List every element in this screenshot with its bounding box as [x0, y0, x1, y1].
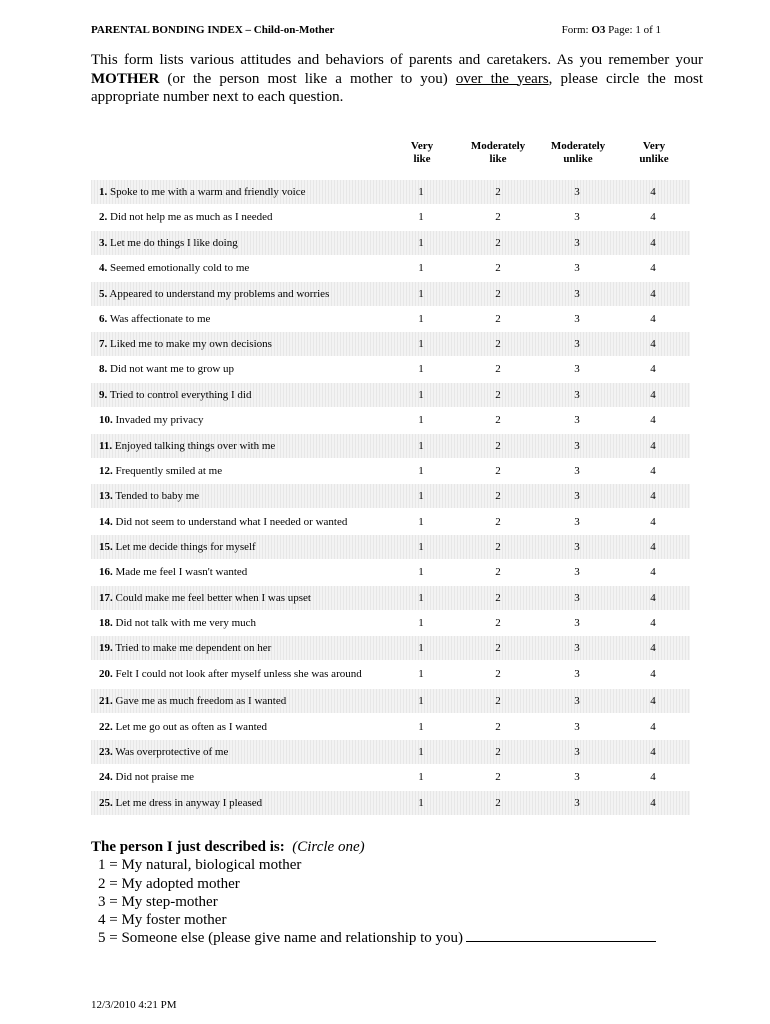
- option-moderately-like[interactable]: 2: [495, 797, 501, 809]
- option-moderately-unlike[interactable]: 3: [574, 363, 580, 375]
- option-moderately-unlike[interactable]: 3: [574, 440, 580, 452]
- option-moderately-like[interactable]: 2: [495, 592, 501, 604]
- question-row-3: [91, 231, 690, 255]
- option-moderately-like[interactable]: 2: [495, 490, 501, 502]
- option-moderately-like[interactable]: 2: [495, 414, 501, 426]
- question-text: 4. Seemed emotionally cold to me: [99, 262, 250, 274]
- option-very-like[interactable]: 1: [418, 695, 424, 707]
- question-text: 9. Tried to control everything I did: [99, 389, 252, 401]
- option-very-like[interactable]: 1: [418, 592, 424, 604]
- option-very-like[interactable]: 1: [418, 490, 424, 502]
- question-row-21: [91, 689, 690, 713]
- print-timestamp: 12/3/2010 4:21 PM: [91, 999, 177, 1011]
- question-row-16: [91, 560, 690, 584]
- option-moderately-like[interactable]: 2: [495, 516, 501, 528]
- question-row-12: [91, 459, 690, 483]
- relationship-blank-line[interactable]: [466, 929, 656, 942]
- option-moderately-like[interactable]: 2: [495, 668, 501, 680]
- person-option-foster-mother[interactable]: 4 = My foster mother: [98, 912, 227, 929]
- question-row-17: [91, 586, 690, 610]
- option-moderately-like[interactable]: 2: [495, 389, 501, 401]
- person-option-natural-mother[interactable]: 1 = My natural, biological mother: [98, 857, 302, 874]
- option-moderately-unlike[interactable]: 3: [574, 389, 580, 401]
- question-row-9: [91, 383, 690, 407]
- option-moderately-like[interactable]: 2: [495, 313, 501, 325]
- option-moderately-unlike[interactable]: 3: [574, 313, 580, 325]
- question-text: 24. Did not praise me: [99, 771, 195, 783]
- option-moderately-like[interactable]: 2: [495, 338, 501, 350]
- question-text: 12. Frequently smiled at me: [99, 465, 223, 477]
- column-header-very-unlike: Very unlike: [639, 140, 669, 165]
- option-very-like[interactable]: 1: [418, 746, 424, 758]
- option-very-unlike[interactable]: 4: [650, 490, 656, 502]
- question-text: 10. Invaded my privacy: [99, 414, 204, 426]
- option-moderately-like[interactable]: 2: [495, 541, 501, 553]
- option-very-like[interactable]: 1: [418, 313, 424, 325]
- option-very-like[interactable]: 1: [418, 617, 424, 629]
- option-moderately-unlike[interactable]: 3: [574, 566, 580, 578]
- option-very-unlike[interactable]: 4: [650, 695, 656, 707]
- option-very-like[interactable]: 1: [418, 642, 424, 654]
- question-row-1: [91, 180, 690, 204]
- form-title: PARENTAL BONDING INDEX – Child-on-Mother: [91, 24, 335, 36]
- option-very-like[interactable]: 1: [418, 211, 424, 223]
- option-very-unlike[interactable]: 4: [650, 338, 656, 350]
- over-the-years-emphasis: over the years: [455, 70, 549, 87]
- option-very-like[interactable]: 1: [418, 721, 424, 733]
- option-moderately-like[interactable]: 2: [495, 186, 501, 198]
- question-text: 5. Appeared to understand my problems and worries: [99, 288, 330, 300]
- option-moderately-like[interactable]: 2: [495, 771, 501, 783]
- question-row-25: [91, 791, 690, 815]
- question-row-22: [91, 715, 690, 739]
- option-moderately-like[interactable]: 2: [495, 465, 501, 477]
- option-moderately-unlike[interactable]: 3: [574, 237, 580, 249]
- question-row-24: [91, 765, 690, 789]
- option-very-unlike[interactable]: 4: [650, 465, 656, 477]
- option-very-unlike[interactable]: 4: [650, 313, 656, 325]
- option-very-like[interactable]: 1: [418, 389, 424, 401]
- option-moderately-like[interactable]: 2: [495, 617, 501, 629]
- option-very-like[interactable]: 1: [418, 516, 424, 528]
- question-text: 18. Did not talk with me very much: [99, 617, 257, 629]
- question-text: 13. Tended to baby me: [99, 490, 200, 502]
- question-row-10: [91, 408, 690, 432]
- person-option-step-mother[interactable]: 3 = My step-mother: [98, 893, 218, 910]
- option-very-like[interactable]: 1: [418, 541, 424, 553]
- option-very-unlike[interactable]: 4: [650, 746, 656, 758]
- option-very-unlike[interactable]: 4: [650, 211, 656, 223]
- question-text: 2. Did not help me as much as I needed: [99, 211, 273, 223]
- option-very-unlike[interactable]: 4: [650, 592, 656, 604]
- question-row-23: [91, 740, 690, 764]
- option-moderately-like[interactable]: 2: [495, 721, 501, 733]
- option-very-unlike[interactable]: 4: [650, 721, 656, 733]
- question-row-2: [91, 205, 690, 229]
- option-very-like[interactable]: 1: [418, 440, 424, 452]
- option-very-unlike[interactable]: 4: [650, 771, 656, 783]
- option-moderately-like[interactable]: 2: [495, 440, 501, 452]
- option-very-unlike[interactable]: 4: [650, 288, 656, 300]
- option-moderately-like[interactable]: 2: [495, 262, 501, 274]
- question-text: 20. Felt I could not look after myself unless she was around: [99, 668, 362, 680]
- question-row-19: [91, 636, 690, 660]
- option-very-unlike[interactable]: 4: [650, 237, 656, 249]
- question-text: 21. Gave me as much freedom as I wanted: [99, 695, 287, 707]
- form-page-info: Form: O3 Page: 1 of 1: [561, 24, 661, 36]
- option-very-like[interactable]: 1: [418, 668, 424, 680]
- form-code: O3: [591, 24, 606, 36]
- option-moderately-like[interactable]: 2: [495, 237, 501, 249]
- column-header-moderately-unlike: Moderately unlike: [550, 140, 606, 165]
- question-text: 15. Let me decide things for myself: [99, 541, 256, 553]
- question-row-15: [91, 535, 690, 559]
- question-text: 19. Tried to make me dependent on her: [99, 642, 272, 654]
- option-very-unlike[interactable]: 4: [650, 668, 656, 680]
- question-row-14: [91, 510, 690, 534]
- option-very-like[interactable]: 1: [418, 797, 424, 809]
- question-row-5: [91, 282, 690, 306]
- person-described-heading: The person I just described is: (Circle one): [91, 839, 365, 855]
- form-header: [91, 24, 661, 38]
- option-moderately-like[interactable]: 2: [495, 566, 501, 578]
- option-moderately-unlike[interactable]: 3: [574, 746, 580, 758]
- option-moderately-like[interactable]: 2: [495, 746, 501, 758]
- option-moderately-like[interactable]: 2: [495, 695, 501, 707]
- option-moderately-unlike[interactable]: 3: [574, 490, 580, 502]
- option-moderately-unlike[interactable]: 3: [574, 642, 580, 654]
- option-moderately-unlike[interactable]: 3: [574, 262, 580, 274]
- option-very-like[interactable]: 1: [418, 465, 424, 477]
- option-very-like[interactable]: 1: [418, 771, 424, 783]
- option-moderately-unlike[interactable]: 3: [574, 771, 580, 783]
- option-moderately-unlike[interactable]: 3: [574, 797, 580, 809]
- column-header-very-like: Very like: [410, 140, 434, 165]
- question-text: 16. Made me feel I wasn't wanted: [99, 566, 248, 578]
- option-moderately-unlike[interactable]: 3: [574, 186, 580, 198]
- option-moderately-unlike[interactable]: 3: [574, 516, 580, 528]
- option-very-unlike[interactable]: 4: [650, 541, 656, 553]
- question-text: 22. Let me go out as often as I wanted: [99, 721, 268, 733]
- option-very-like[interactable]: 1: [418, 363, 424, 375]
- option-moderately-like[interactable]: 2: [495, 642, 501, 654]
- question-text: 7. Liked me to make my own decisions: [99, 338, 272, 350]
- instructions-paragraph: This form lists various attitudes and behaviors of parents and caretakers. As you remember your MOTHER (or the person most like a mother to you) over the years, please circle the most appropriate number next to each question.: [91, 52, 703, 105]
- option-very-like[interactable]: 1: [418, 288, 424, 300]
- option-moderately-unlike[interactable]: 3: [574, 668, 580, 680]
- option-very-unlike[interactable]: 4: [650, 186, 656, 198]
- question-row-7: [91, 332, 690, 356]
- option-very-unlike[interactable]: 4: [650, 642, 656, 654]
- option-very-unlike[interactable]: 4: [650, 389, 656, 401]
- person-described-section: [91, 838, 656, 948]
- option-very-unlike[interactable]: 4: [650, 262, 656, 274]
- option-very-like[interactable]: 1: [418, 566, 424, 578]
- option-moderately-unlike[interactable]: 3: [574, 211, 580, 223]
- question-text: 25. Let me dress in anyway I pleased: [99, 797, 263, 809]
- option-very-unlike[interactable]: 4: [650, 440, 656, 452]
- question-row-20: [91, 662, 690, 686]
- option-moderately-unlike[interactable]: 3: [574, 617, 580, 629]
- question-text: 1. Spoke to me with a warm and friendly voice: [99, 186, 306, 198]
- option-moderately-unlike[interactable]: 3: [574, 288, 580, 300]
- option-very-unlike[interactable]: 4: [650, 566, 656, 578]
- question-text: 3. Let me do things I like doing: [99, 237, 238, 249]
- question-row-13: [91, 484, 690, 508]
- question-row-11: [91, 434, 690, 458]
- option-very-like[interactable]: 1: [418, 414, 424, 426]
- option-very-unlike[interactable]: 4: [650, 797, 656, 809]
- column-header-moderately-like: Moderately like: [470, 140, 526, 165]
- question-text: 17. Could make me feel better when I was upset: [99, 592, 311, 604]
- person-option-adopted-mother[interactable]: 2 = My adopted mother: [98, 875, 240, 892]
- option-very-like[interactable]: 1: [418, 186, 424, 198]
- question-text: 11. Enjoyed talking things over with me: [99, 440, 276, 452]
- option-moderately-unlike[interactable]: 3: [574, 338, 580, 350]
- circle-one-instruction: (Circle one): [292, 839, 365, 855]
- question-text: 6. Was affectionate to me: [99, 313, 211, 325]
- option-moderately-unlike[interactable]: 3: [574, 695, 580, 707]
- option-very-like[interactable]: 1: [418, 237, 424, 249]
- person-option-someone-else[interactable]: 5 = Someone else (please give name and relationship to you): [91, 929, 656, 947]
- option-very-unlike[interactable]: 4: [650, 617, 656, 629]
- option-moderately-unlike[interactable]: 3: [574, 592, 580, 604]
- option-moderately-like[interactable]: 2: [495, 211, 501, 223]
- question-text: 8. Did not want me to grow up: [99, 363, 235, 375]
- option-moderately-like[interactable]: 2: [495, 288, 501, 300]
- option-moderately-unlike[interactable]: 3: [574, 465, 580, 477]
- option-moderately-unlike[interactable]: 3: [574, 721, 580, 733]
- option-moderately-like[interactable]: 2: [495, 363, 501, 375]
- option-very-unlike[interactable]: 4: [650, 516, 656, 528]
- question-row-8: [91, 357, 690, 381]
- option-moderately-unlike[interactable]: 3: [574, 414, 580, 426]
- option-moderately-unlike[interactable]: 3: [574, 541, 580, 553]
- subject-mother: MOTHER: [91, 70, 160, 87]
- option-very-like[interactable]: 1: [418, 338, 424, 350]
- option-very-unlike[interactable]: 4: [650, 363, 656, 375]
- question-row-4: [91, 256, 690, 280]
- question-text: 14. Did not seem to understand what I needed or wanted: [99, 516, 348, 528]
- question-row-6: [91, 307, 690, 331]
- question-text: 23. Was overprotective of me: [99, 746, 229, 758]
- option-very-like[interactable]: 1: [418, 262, 424, 274]
- option-very-unlike[interactable]: 4: [650, 414, 656, 426]
- question-row-18: [91, 611, 690, 635]
